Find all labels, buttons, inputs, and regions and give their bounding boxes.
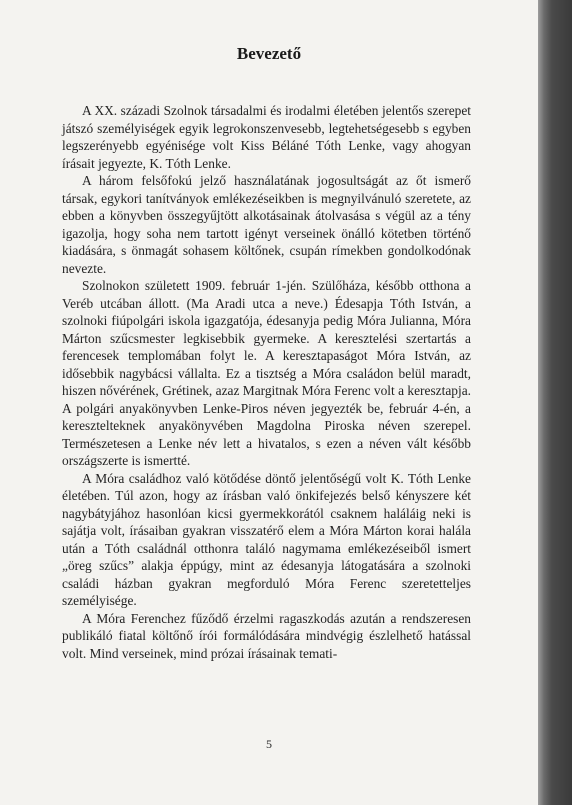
paragraph: Szolnokon született 1909. február 1-jén. Szülőháza, később otthona a Veréb utcában állott. (Ma Aradi utca a neve.) Édesapja Tóth István, a szolnoki fiúpolgári iskola igazgatója, édesanyja pedig Móra Julianna, Móra Márton szűcsmester legkisebbik gyermeke. A keresztelési szertartás a ferencesek templomában folyt le. A keresztapaságot Móra István, az idősebbik nagybácsi vállalta. Ez a tisztség a Móra családon belül maradt, hiszen nővérének, Grétinek, azaz Margitnak Móra Ferenc volt a keresztapja. A polgári anyakönyvben Lenke-Piros néven jegyezték be, február 4-én, a keresztelteknek anyakönyvében Magdolna Piroska néven szerepel. Természetesen a Lenke név lett a hivatalos, s ezen a néven vált később országszerte is ismertté. — [62, 278, 471, 468]
paragraph: A Móra Ferenchez fűződő érzelmi ragaszkodás azután a rendszeresen publikáló fiatal költőnő írói formálódására mindvégig észlelhető hatással volt. Mind verseinek, mind prózai írásainak temati- — [62, 610, 471, 661]
paragraph: A Móra családhoz való kötődése döntő jelentőségű volt K. Tóth Lenke életében. Túl azon, hogy az írásban való önkifejezés belső kényszere két nagybátyjához hasonlóan kicsi gyermekkorától csaknem haláláig neki is sajátja volt, írásaiban gyakran visszatérő elem a Móra Márton korai halála után a Tóth családnál otthonra találó nagymama emlékezéseiből ismert „öreg szűcs” alakja éppúgy, mint az édesanyja látogatására a szolnoki családi házban gyakran megforduló Móra Ferenc szeretetteljes személyisége. — [62, 470, 471, 608]
binding-edge — [538, 0, 572, 805]
paragraph: A XX. századi Szolnok társadalmi és irodalmi életében jelentős szerepet játszó személyiségek egyik legrokonszenvesebb, legtehetségesebb s egyben legszerényebb egyénisége volt Kiss Béláné Tóth Lenke, vagy ahogyan írásait jegyezte, K. Tóth Lenke. — [62, 103, 471, 171]
page-number: 5 — [266, 737, 272, 751]
body-text — [62, 102, 471, 662]
chapter-title: Bevezető — [236, 44, 302, 63]
paragraph: A három felsőfokú jelző használatának jogosultságát az őt ismerő társak, egykori tanítványok emlékezéseikben is megnyilvánuló szeretete, az ebben a könyvben összegyűjtött alkotásainak átolvasása s végül az a tény igazolja, hogy soha nem tartott igényt verseinek önálló kötetben történő kiadására, s önmagát sohasem költőnek, csupán rímekben gondolkodónak nevezte. — [62, 173, 471, 276]
